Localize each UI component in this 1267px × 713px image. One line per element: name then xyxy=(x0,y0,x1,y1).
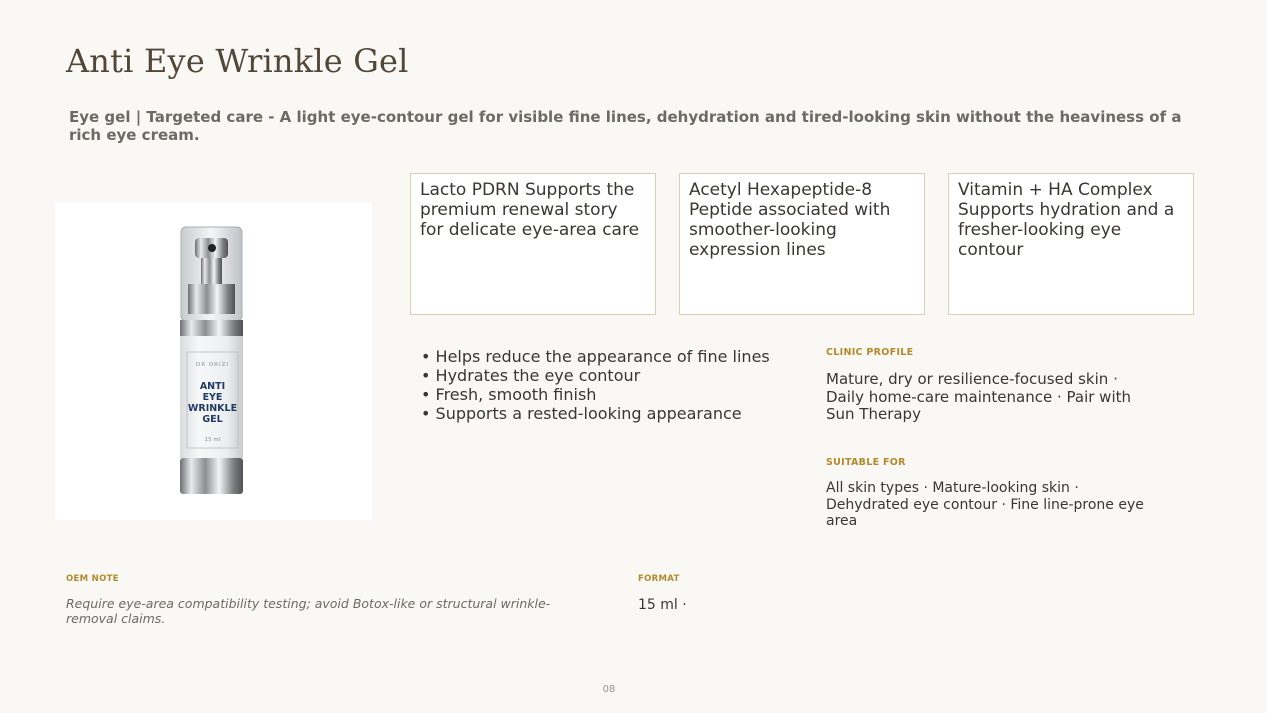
product-image xyxy=(55,202,372,520)
format-text: 15 ml · xyxy=(638,597,687,613)
suitable-for-text: All skin types · Mature-looking skin · Dehydrated eye contour · Fine line-prone eye area xyxy=(826,480,1144,529)
bottle-name-line: WRINKLE xyxy=(187,403,238,414)
page-subtitle: Eye gel | Targeted care - A light eye-contour gel for visible fine lines, dehydration and tired-looking skin without the heaviness of a rich eye cream. xyxy=(69,108,1182,144)
ingredient-card: Acetyl Hexapeptide-8 Peptide associated with smoother-looking expression lines xyxy=(679,173,925,315)
bottle-volume: 15 ml xyxy=(204,437,221,443)
suitable-for-label: SUITABLE FOR xyxy=(826,457,906,468)
oem-note-label: OEM NOTE xyxy=(66,574,119,584)
oem-note-text: Require eye-area compatibility testing; avoid Botox-like or structural wrinkle-removal claims. xyxy=(66,596,551,626)
bottle-name-line: GEL xyxy=(202,414,223,425)
ingredient-card: Vitamin + HA Complex Supports hydration and a fresher-looking eye contour xyxy=(948,173,1194,315)
bottle-name-line: EYE xyxy=(202,392,223,403)
clinic-profile-label: CLINIC PROFILE xyxy=(826,347,914,358)
clinic-profile-text: Mature, dry or resilience-focused skin · Daily home-care maintenance · Pair with Sun Therapy xyxy=(826,370,1131,423)
list-item: • Hydrates the eye contour xyxy=(421,366,770,385)
list-item: • Supports a rested-looking appearance xyxy=(421,404,770,423)
bottle-brand: DR ORIZI xyxy=(196,362,229,368)
list-item: • Fresh, smooth finish xyxy=(421,385,770,404)
benefits-list xyxy=(421,347,770,423)
bottle-name-line: ANTI xyxy=(199,381,226,392)
eye-gel-bottle-icon xyxy=(55,202,372,520)
ingredient-card: Lacto PDRN Supports the premium renewal story for delicate eye-area care xyxy=(410,173,656,315)
page-number: 08 xyxy=(602,684,616,695)
page-title: Anti Eye Wrinkle Gel xyxy=(66,42,409,80)
format-label: FORMAT xyxy=(638,574,680,584)
list-item: • Helps reduce the appearance of fine lines xyxy=(421,347,770,366)
